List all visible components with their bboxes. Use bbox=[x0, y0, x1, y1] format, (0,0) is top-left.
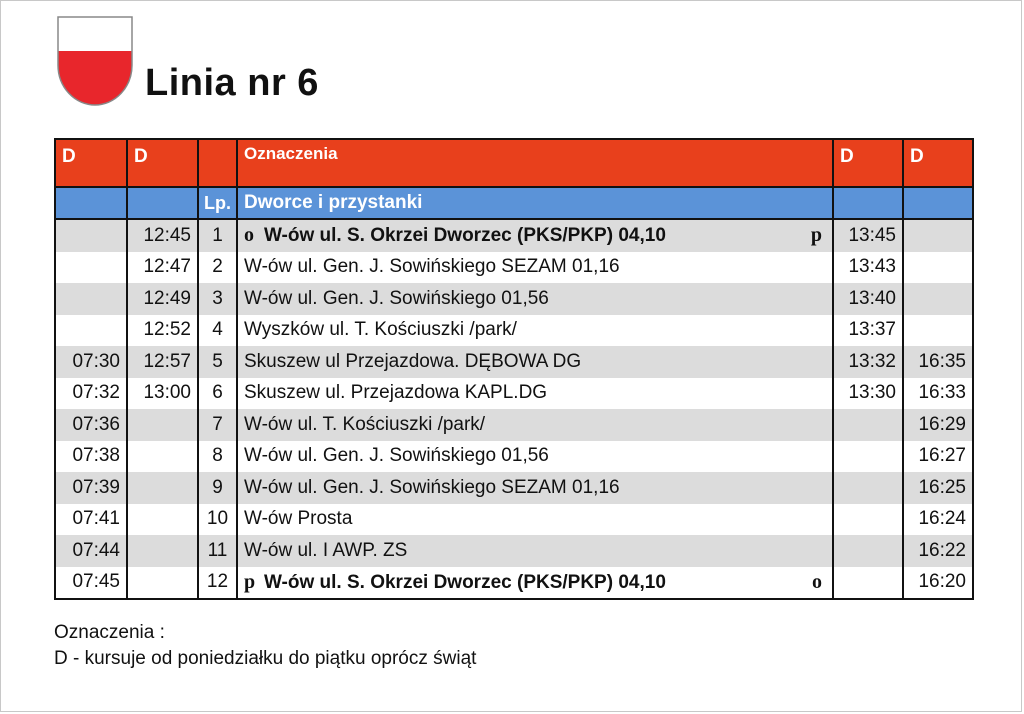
return-time-cell: 13:37 bbox=[833, 315, 903, 347]
return-time-cell: 13:45 bbox=[833, 219, 903, 252]
departure-time-cell bbox=[127, 504, 198, 536]
departure-time-cell bbox=[127, 472, 198, 504]
table-row bbox=[55, 315, 973, 347]
legend-heading: Oznaczenia : bbox=[54, 622, 165, 643]
stop-number-cell: 10 bbox=[198, 504, 237, 536]
return-time-cell bbox=[833, 535, 903, 567]
coat-of-arms-icon bbox=[56, 15, 134, 107]
route-marker-right: o bbox=[812, 570, 822, 593]
departure-time-cell: 12:49 bbox=[127, 283, 198, 315]
departure-time-cell: 07:32 bbox=[55, 378, 127, 410]
stop-name: W-ów ul. Gen. J. Sowińskiego 01,56 bbox=[244, 287, 549, 309]
return-time-cell bbox=[833, 567, 903, 600]
stop-name: W-ów ul. T. Kościuszki /park/ bbox=[244, 413, 486, 435]
table-row bbox=[55, 567, 973, 600]
departure-time-cell bbox=[55, 283, 127, 315]
route-marker-left: o bbox=[244, 224, 254, 247]
stop-number-cell: 3 bbox=[198, 283, 237, 315]
stop-name-cell bbox=[237, 504, 833, 536]
return-time-cell: 16:20 bbox=[903, 567, 973, 600]
stop-number-cell: 1 bbox=[198, 219, 237, 252]
table-row bbox=[55, 252, 973, 284]
return-time-cell: 13:30 bbox=[833, 378, 903, 410]
header-cell bbox=[127, 187, 198, 219]
stop-name-cell bbox=[237, 283, 833, 315]
return-time-cell: 16:35 bbox=[903, 346, 973, 378]
table-row bbox=[55, 219, 973, 252]
return-time-cell: 13:40 bbox=[833, 283, 903, 315]
return-time-cell bbox=[903, 315, 973, 347]
timetable bbox=[54, 138, 974, 600]
table-row bbox=[55, 409, 973, 441]
stop-name-cell bbox=[237, 378, 833, 410]
stop-number-cell: 9 bbox=[198, 472, 237, 504]
departure-time-cell bbox=[55, 315, 127, 347]
stop-name-cell bbox=[237, 252, 833, 284]
stop-number-cell: 12 bbox=[198, 567, 237, 600]
stop-name: Wyszków ul. T. Kościuszki /park/ bbox=[244, 319, 517, 341]
return-time-cell: 16:22 bbox=[903, 535, 973, 567]
stop-number-cell: 4 bbox=[198, 315, 237, 347]
departure-time-cell: 07:39 bbox=[55, 472, 127, 504]
route-marker-left: p bbox=[244, 570, 256, 593]
departure-time-cell bbox=[127, 535, 198, 567]
stop-number-cell: 8 bbox=[198, 441, 237, 473]
stop-name: Skuszew ul Przejazdowa. DĘBOWA DG bbox=[244, 350, 582, 372]
stop-name-cell bbox=[237, 441, 833, 473]
return-time-cell: 16:25 bbox=[903, 472, 973, 504]
header-cell: D bbox=[833, 139, 903, 187]
header-cell bbox=[198, 139, 237, 187]
table-row bbox=[55, 472, 973, 504]
stop-name: W-ów ul. Gen. J. Sowińskiego 01,56 bbox=[244, 445, 549, 467]
departure-time-cell: 07:30 bbox=[55, 346, 127, 378]
stop-name: W-ów Prosta bbox=[244, 508, 353, 530]
departure-time-cell: 07:36 bbox=[55, 409, 127, 441]
stop-name-cell bbox=[237, 315, 833, 347]
header-cell: D bbox=[903, 139, 973, 187]
departure-time-cell: 07:44 bbox=[55, 535, 127, 567]
stop-name-cell bbox=[237, 219, 833, 252]
stop-number-cell: 6 bbox=[198, 378, 237, 410]
departure-time-cell: 13:00 bbox=[127, 378, 198, 410]
table-row bbox=[55, 441, 973, 473]
page-title: Linia nr 6 bbox=[145, 62, 319, 104]
return-time-cell: 16:27 bbox=[903, 441, 973, 473]
departure-time-cell bbox=[127, 409, 198, 441]
header-cell: D bbox=[127, 139, 198, 187]
departure-time-cell bbox=[55, 219, 127, 252]
departure-time-cell: 12:57 bbox=[127, 346, 198, 378]
return-time-cell bbox=[903, 252, 973, 284]
header-cell bbox=[833, 187, 903, 219]
stop-number-cell: 7 bbox=[198, 409, 237, 441]
table-row bbox=[55, 504, 973, 536]
stop-name: Skuszew ul. Przejazdowa KAPL.DG bbox=[244, 382, 548, 404]
return-time-cell: 16:24 bbox=[903, 504, 973, 536]
route-marker-right: p bbox=[810, 224, 822, 247]
stop-name-cell bbox=[237, 535, 833, 567]
stop-name: W-ów ul. Gen. J. Sowińskiego SEZAM 01,16 bbox=[244, 256, 620, 278]
departure-time-cell bbox=[55, 252, 127, 284]
table-row bbox=[55, 535, 973, 567]
return-time-cell bbox=[833, 504, 903, 536]
departure-time-cell bbox=[127, 567, 198, 600]
stop-number-cell: 2 bbox=[198, 252, 237, 284]
header-cell bbox=[55, 187, 127, 219]
header-cell: Oznaczenia bbox=[237, 139, 833, 187]
stop-number-cell: 5 bbox=[198, 346, 237, 378]
table-row bbox=[55, 378, 973, 410]
stop-name: W-ów ul. S. Okrzei Dworzec (PKS/PKP) 04,10 bbox=[264, 225, 666, 247]
departure-time-cell bbox=[127, 441, 198, 473]
table-row bbox=[55, 283, 973, 315]
stop-name: W-ów ul. S. Okrzei Dworzec (PKS/PKP) 04,10 bbox=[264, 571, 666, 593]
legend-line: D - kursuje od poniedziałku do piątku oprócz świąt bbox=[54, 648, 477, 669]
return-time-cell: 13:32 bbox=[833, 346, 903, 378]
return-time-cell: 13:43 bbox=[833, 252, 903, 284]
table-row bbox=[55, 346, 973, 378]
stops-header: Dworce i przystanki bbox=[237, 187, 833, 219]
return-time-cell bbox=[833, 472, 903, 504]
stop-name: W-ów ul. Gen. J. Sowińskiego SEZAM 01,16 bbox=[244, 476, 620, 498]
return-time-cell: 16:29 bbox=[903, 409, 973, 441]
departure-time-cell: 07:45 bbox=[55, 567, 127, 600]
header-row-1 bbox=[55, 139, 973, 187]
departure-time-cell: 12:47 bbox=[127, 252, 198, 284]
departure-time-cell: 07:41 bbox=[55, 504, 127, 536]
return-time-cell: 16:33 bbox=[903, 378, 973, 410]
lp-header: Lp. bbox=[198, 187, 237, 219]
stop-name-cell bbox=[237, 409, 833, 441]
stop-name-cell bbox=[237, 346, 833, 378]
return-time-cell bbox=[833, 409, 903, 441]
departure-time-cell: 12:45 bbox=[127, 219, 198, 252]
departure-time-cell: 12:52 bbox=[127, 315, 198, 347]
departure-time-cell: 07:38 bbox=[55, 441, 127, 473]
return-time-cell bbox=[833, 441, 903, 473]
return-time-cell bbox=[903, 219, 973, 252]
stop-name: W-ów ul. I AWP. ZS bbox=[244, 539, 408, 561]
header-cell bbox=[903, 187, 973, 219]
stop-number-cell: 11 bbox=[198, 535, 237, 567]
header-row-2 bbox=[55, 187, 973, 219]
stop-name-cell bbox=[237, 472, 833, 504]
stop-name-cell bbox=[237, 567, 833, 600]
return-time-cell bbox=[903, 283, 973, 315]
header-cell: D bbox=[55, 139, 127, 187]
